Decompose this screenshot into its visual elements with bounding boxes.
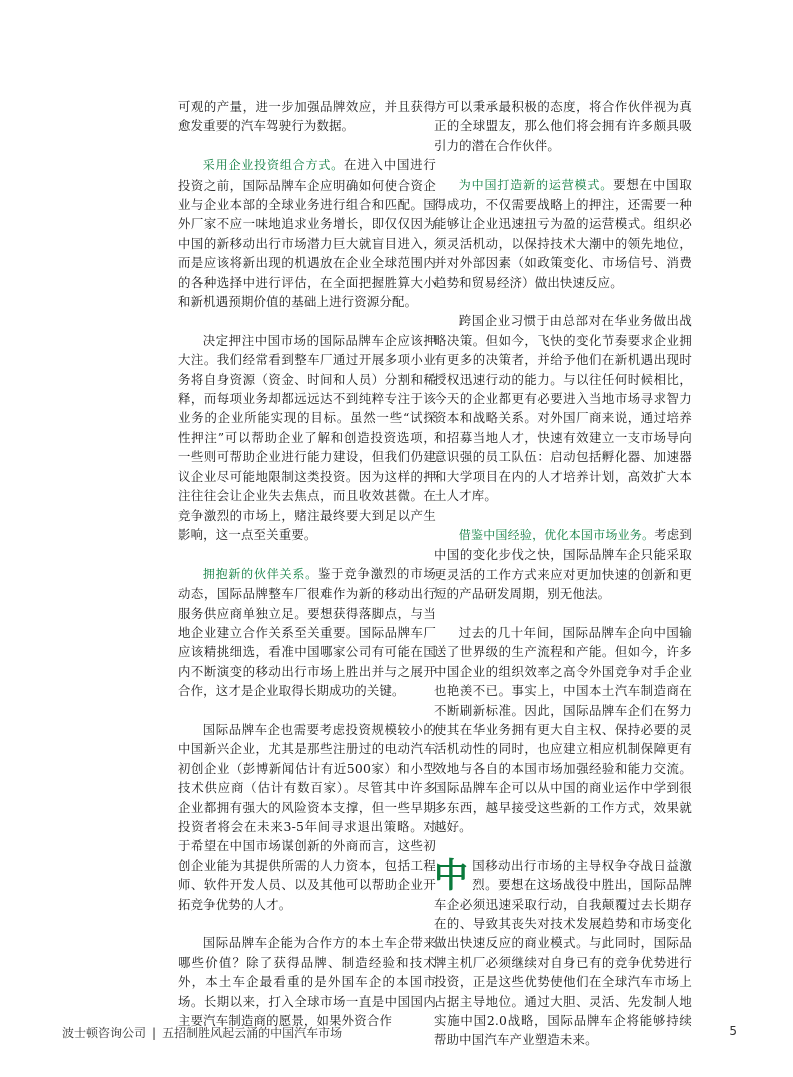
footer-title: 五招制胜风起云涌的中国汽车市场 [162,1026,343,1040]
right-paragraph-5: 过去的几十年间，国际品牌车企向中国输送了世界级的生产流程和产能。但如今，许多中国企业的组织效率之高令外国竞争对手企业也艳羡不已。事实上，中国本土汽车制造商在不断刷新标准。因此，国际品牌车企们在努力使其在华业务拥有更大自主权、保持必要的灵活机动性的同时，也应建立相应机制保障更有效地与各自的本国市场加强经验和能力交流。国际品牌车企可以从中国的商业运作中学到很多东西，越早接受这些新的工作方式，效果就越好。 [434,624,692,834]
page-footer [62,1024,737,1044]
left-paragraph-4-body: 鉴于竞争激烈的市场动态，国际品牌整车厂很难作为新的移动出行服务供应商单独立足。要想获得落脚点，与当地企业建立合作关系至关重要。国际品牌车厂应该精挑细选，看准中国哪家公司有可能在国内不断演变的移动出行市场上胜出并与之展开合作，这才是企业取得长期成功的关键。 [178,565,436,699]
left-paragraph-1: 可观的产量，进一步加强品牌效应，并且获得愈发重要的汽车驾驶行为数据。 [178,99,436,134]
left-paragraph-3: 决定押注中国市场的国际品牌车企应该押大注。我们经常看到整车厂通过开展多项小业务将自身资源（资金、时间和人员）分割和稀释，而每项业务却都远远达不到纯粹专注于该业务的企业所能实现的目标。虽然一些“试探性押注”可以帮助企业了解和创造投资选项，一些则可帮助企业进行能力建设，但我们仍建议企业尽可能地限制这类投资。因为这样的押注往往会让企业失去焦点，而且收效甚微。在竞争激烈的市场上，赌注最终要大到足以产生影响，这一点至关重要。 [178,332,436,542]
right-paragraph-3: 跨国企业习惯于由总部对在华业务做出战略决策。但如今，飞快的变化节奏要求企业拥有更多的决策者，并给予他们在新机遇出现时授权迅速行动的能力。与以往任何时候相比，今天的企业都更有必要进入当地市场寻求智力资本和战略关系。对外国厂商来说，通过培养和招募当地人才，快速有效建立一支市场导向意识强的员工队伍：启动包括孵化器、加速器和大学项目在内的人才培养计划，高效扩大本土人才库。 [434,313,692,504]
left-paragraph-5: 国际品牌车企也需要考虑投资规模较小的中国新兴企业，尤其是那些注册过的电动汽车初创企业（彭博新闻估计有近500家）和小型技术供应商（估计有数百家）。尽管其中许多企业都拥有强大的风险资本支撑，但一些早期投资者将会在未来3-5年间寻求退出策略。对于希望在中国市场谋创新的外商而言，这些初创企业能为其提供所需的人力资本，包括工程师、软件开发人员、以及其他可以帮助企业开拓竞争优势的人才。 [178,721,436,912]
right-paragraph-2-body: 要想在中国取得成功，不仅需要战略上的押注，还需要一种能够让企业迅速扭亏为盈的运营模式。组织必须灵活机动，以保持技术大潮中的领先地位，并对外部因素（如政策变化、市场信号、消费趋势和贸易经济）做出快速反应。 [434,176,692,290]
left-paragraph-6: 国际品牌车企能为合作方的本土车企带来哪些价值？除了获得品牌、制造经验和技术外，本土车企最看重的是外国车企的本国市场。长期以来，打入全球市场一直是中国国内主要汽车制造商的愿景，如果外资合作 [178,935,436,1029]
section-heading-partnerships: 拥抱新的伙伴关系。 [202,566,318,581]
right-paragraph-6-body: 国移动出行市场的主导权争夺战日益激烈。要想在这场战役中胜出，国际品牌车企必须迅速采取行动，自我颠覆过去长期存在的、导致其丧失对技术发展趋势和市场变化做出快速反应的商业模式。与此同时，国际品牌主机厂必须继续对自身已有的竞争优势进行投资，正是这些优势使他们在全球汽车市场上占据主导地位。通过大胆、灵活、先发制人地实施中国2.0战略，国际品牌车企将能够持续帮助中国汽车产业塑造未来。 [434,857,692,1048]
footer-left [62,1024,342,1041]
right-paragraph-1: 方可以秉承最积极的态度，将合作伙伴视为真正的全球盟友，那么他们将会拥有许多颇具吸引力的潜在合作伙伴。 [434,99,692,153]
right-paragraph-2 [434,175,692,292]
section-heading-portfolio: 采用企业投资组合方式。 [202,158,345,173]
drop-cap: 中 [434,855,469,896]
footer-separator: | [152,1026,157,1040]
left-paragraph-2 [178,155,436,311]
left-paragraph-2-body: 在进入中国进行投资之前，国际品牌车企应明确如何使合资企业与企业本部的全球业务进行组合和匹配。国外厂家不应一味地追求业务增长，即仅仅因为中国的新移动出行市场潜力巨大就盲目进入，而是应该将新出现的机遇放在企业全球范围内的各种选择中进行评估，在全面把握胜算大小和新机遇预期价值的基础上进行资源分配。 [178,157,436,310]
right-paragraph-4 [434,525,692,604]
section-heading-learn-from-china: 借鉴中国经验，优化本国市场业务。 [458,527,655,542]
left-column [178,97,436,1050]
right-paragraph-6 [434,856,692,1050]
page-number: 5 [729,1024,737,1038]
left-paragraph-4 [178,564,436,701]
right-paragraph-4-body: 考虑到中国的变化步伐之快，国际品牌车企只能采取更灵活的工作方式来应对更加快速的创新和更短的产品研发周期，别无他法。 [434,526,692,602]
right-column [434,97,692,1069]
section-heading-operating-model: 为中国打造新的运营模式。 [458,177,614,192]
footer-company: 波士顿咨询公司 [62,1026,147,1040]
